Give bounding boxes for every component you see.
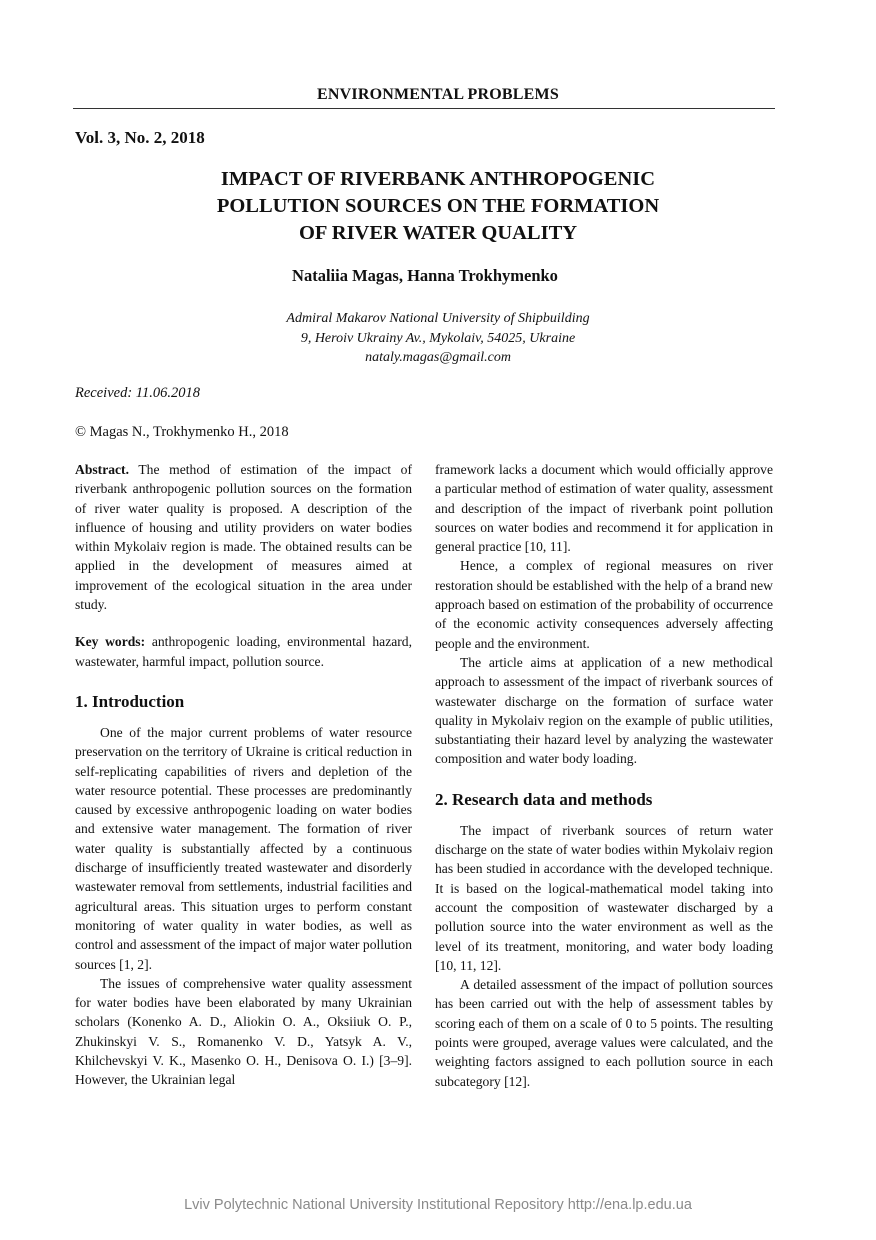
repository-footer: Lviv Polytechnic National University Institutional Repository http://ena.lp.edu.ua [184,1197,692,1213]
title-line: OF RIVER WATER QUALITY [298,222,578,244]
paragraph: The impact of riverbank sources of return water discharge on the state of water bodies within Mykolaiv region has been studied in accordance with the developed technique. It is based on the logical-mathematical model taking into account the composition of wastewater discharged by a pollution source into the water environment as well as the level of its treatment, monitoring, and water body loading [10, 11, 12]. [435,822,773,973]
authors: Nataliia Magas, Hanna Trokhymenko [292,266,558,285]
affiliation-line: 9, Heroiv Ukrainy Av., Mykolaiv, 54025, Ukraine [300,330,576,346]
article-title [120,166,756,247]
received-date: Received: 11.06.2018 [75,385,200,401]
left-column [75,460,412,1090]
title-line: POLLUTION SOURCES ON THE FORMATION [216,195,660,217]
volume-info: Vol. 3, No. 2, 2018 [75,128,205,147]
affiliation [0,309,876,368]
author-email: nataly.magas@gmail.com [365,350,511,365]
header-rule [73,108,775,109]
copyright: © Magas N., Trokhymenko H., 2018 [75,424,289,440]
affiliation-line: Admiral Makarov National University of Shipbuilding [286,311,590,326]
paragraph: framework lacks a document which would officially approve a particular method of estimation of water quality, assessment and description of the impact of riverbank point pollution sources on water bodies and recommend it for application in general practice [10, 11]. [435,462,773,555]
paragraph: Hence, a complex of regional measures on river restoration should be established with the help of a brand new approach based on estimation of the probability of occurrence of the economic activity consequences adversely affecting people and the environment. [435,558,773,651]
paragraph: A detailed assessment of the impact of pollution sources has been carried out with the help of assessment tables by scoring each of them on a scale of 0 to 5 points. The resulting points were grouped, average values were calculated, and the weighting factors assigned to each pollution source in each subcategory [12]. [435,977,773,1089]
journal-name: ENVIRONMENTAL PROBLEMS [317,86,559,103]
abstract-label: Abstract. [75,462,129,477]
section-heading-introduction: 1. Introduction [75,691,185,711]
keywords-text: anthropogenic loading, environmental hazard, wastewater, harmful impact, pollution source. [75,634,413,669]
keywords-label: Key words: [75,634,146,650]
keywords [75,632,412,671]
paragraph: The issues of comprehensive water quality assessment for water bodies have been elaborated by many Ukrainian scholars (Konenko A. D., Aliokin O. A., Oksiiuk O. P., Zhukinskyi V. S., Romanenko V. D., Yatsyk A. V., Khilchevskyi V. K., Masenko O. H., Denisova O. I.) [3–9]. However, the Ukrainian legal [75,975,412,1088]
title-line: IMPACT OF RIVERBANK ANTHROPOGENIC [220,168,656,190]
right-column [435,460,773,1091]
abstract [75,460,412,614]
abstract-text: The method of estimation of the impact of riverbank anthropogenic pollution sources on the formation of river water quality is proposed. A description of the influence of housing and utility providers on water bodies within Mykolaiv region is made. The obtained results can be applied in the development of measures aimed at improvement of the ecological situation in the area under study. [75,462,412,613]
paragraph: The article aims at application of a new methodical approach to assessment of the impact of riverbank sources of wastewater discharge on the formation of surface water quality in Mykolaiv region on the example of public utilities, substantiating their hazard level by analyzing the wastewater composition and water body loading. [435,654,773,767]
paragraph: One of the major current problems of water resource preservation on the territory of Ukraine is critical reduction in self-replicating capabilities of rivers and depletion of the water resource potential. These processes are predominantly caused by excessive anthropogenic loading on water bodies and extensive water management. The formation of river water quality is substantially affected by a continuous discharge of insufficiently treated wastewater and disorderly wastewater removal from settlements, industrial facilities and agricultural areas. This situation urges to perform constant monitoring of water quality in water bodies, as well as control and assessment of the impact of major water pollution sources [1, 2]. [75,724,412,972]
section-heading-methods: 2. Research data and methods [435,789,653,809]
